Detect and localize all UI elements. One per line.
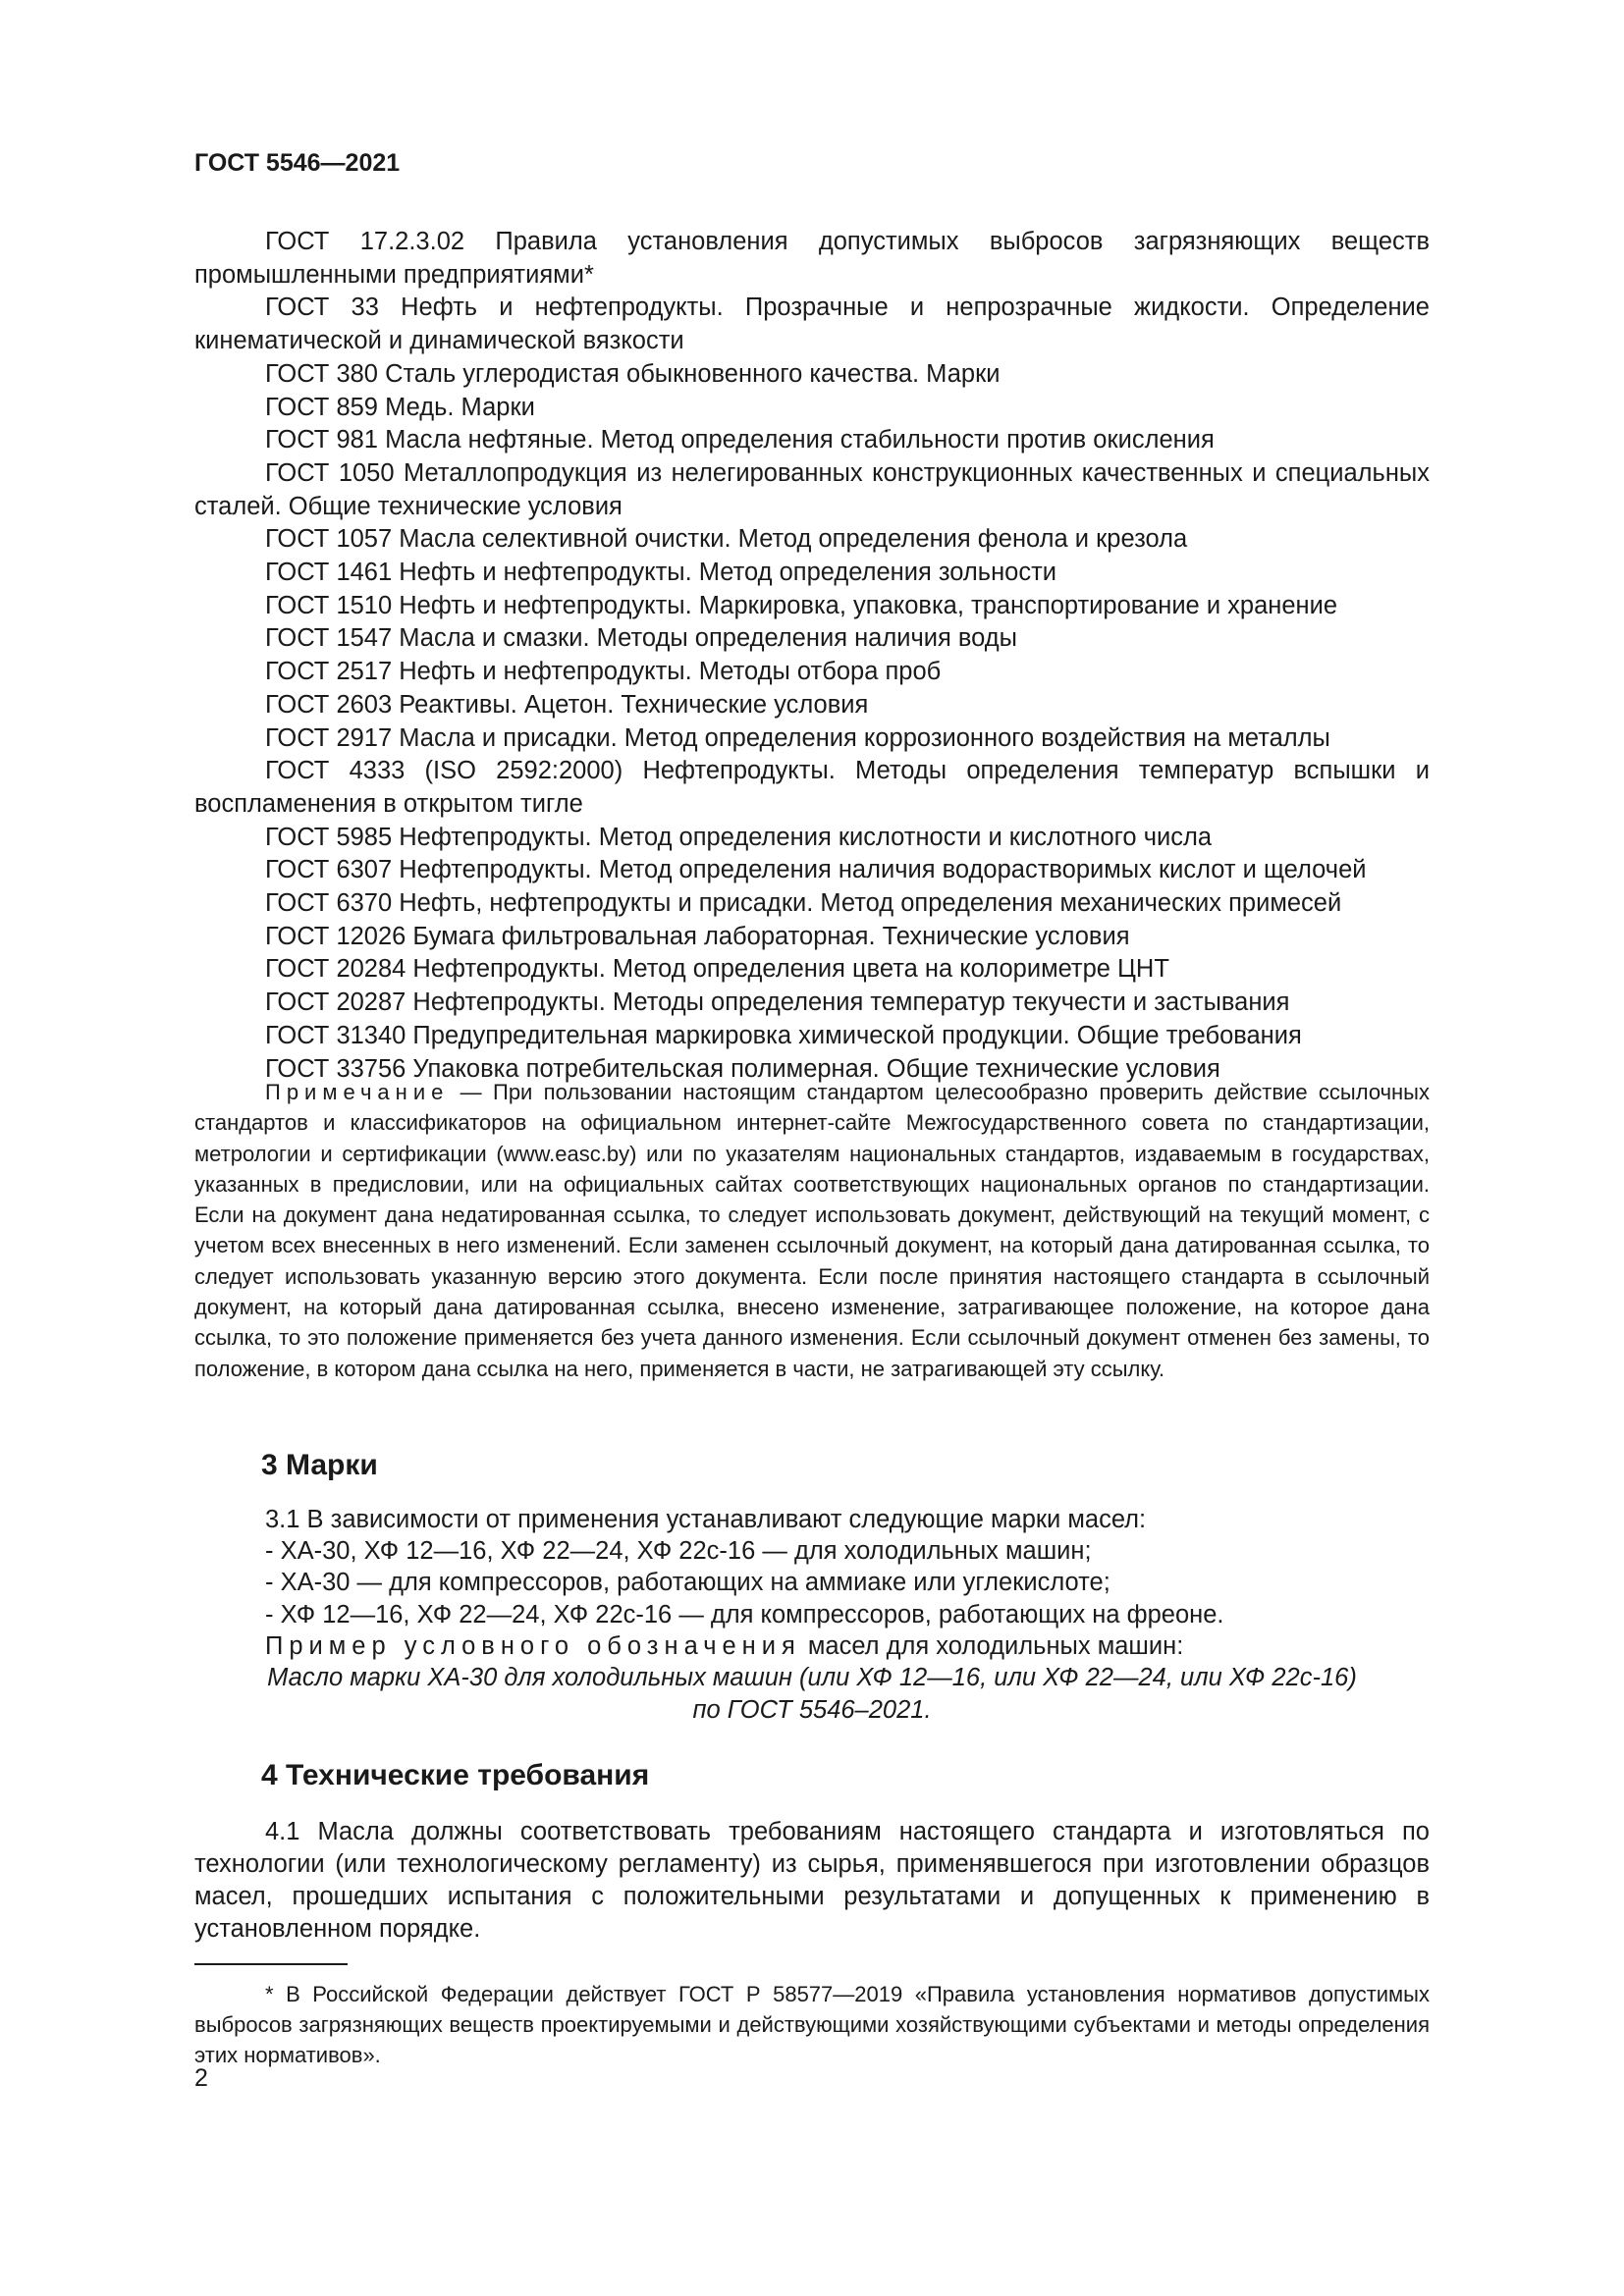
reference-item: ГОСТ 6307 Нефтепродукты. Метод определения наличия водорастворимых кислот и щелочей: [265, 856, 1367, 884]
reference-item: ГОСТ 4333 (ISO 2592:2000) Нефтепродукты. Методы определения температур вспышки и воспламенения в открытом тигле: [194, 757, 1430, 818]
section-3-line: - ХА-30 — для компрессоров, работающих на аммиаке или углекислоте;: [265, 1569, 1110, 1597]
reference-item: ГОСТ 33756 Упаковка потребительская полимерная. Общие технические условия: [265, 1054, 1220, 1083]
reference-item: ГОСТ 1050 Металлопродукция из нелегированных конструкционных качественных и специальных сталей. Общие технические условия: [194, 458, 1430, 520]
reference-item: ГОСТ 2917 Масла и присадки. Метод определения коррозионного воздействия на металлы: [265, 723, 1330, 752]
reference-item: ГОСТ 6370 Нефть, нефтепродукты и присадки. Метод определения механических примесей: [265, 889, 1342, 918]
reference-item: ГОСТ 5985 Нефтепродукты. Метод определения кислотности и кислотного числа: [265, 823, 1213, 851]
reference-item: ГОСТ 20287 Нефтепродукты. Методы определения температур текучести и застывания: [265, 988, 1290, 1017]
section-3-line: - ХФ 12—16, ХФ 22—24, ХФ 22с-16 — для компрессоров, работающих на фреоне.: [265, 1600, 1224, 1629]
reference-item: ГОСТ 2517 Нефть и нефтепродукты. Методы отбора проб: [265, 658, 942, 686]
example-label: Пример условного обозначения: [265, 1631, 801, 1660]
example-line: по ГОСТ 5546–2021.: [692, 1695, 932, 1724]
section-3-body: [194, 1504, 1430, 1662]
footnote: * В Российской Федерации действует ГОСТ Р 58577—2019 «Правила установления нормативов допустимых выбросов загрязняющих веществ проектируемыми и действующими хозяйствующими субъектами и методы определения этих нормативов».: [194, 1982, 1430, 2067]
reference-item: ГОСТ 1461 Нефть и нефтепродукты. Метод определения зольности: [265, 559, 1057, 587]
section-4-title: 4 Технические требования: [261, 1759, 650, 1791]
reference-item: ГОСТ 33 Нефть и нефтепродукты. Прозрачные и непрозрачные жидкости. Определение кинематической и динамической вязкости: [194, 294, 1430, 355]
reference-item: ГОСТ 2603 Реактивы. Ацетон. Технические условия: [265, 690, 869, 719]
section-3-line: 3.1 В зависимости от применения устанавливают следующие марки масел:: [265, 1506, 1147, 1533]
reference-item: ГОСТ 859 Медь. Марки: [265, 393, 535, 421]
example-designation: [194, 1662, 1430, 1726]
note-paragraph: [194, 1077, 1430, 1384]
reference-item: ГОСТ 1510 Нефть и нефтепродукты. Маркировка, упаковка, транспортирование и хранение: [265, 591, 1338, 619]
document-header: ГОСТ 5546—2021: [194, 149, 401, 177]
note-label: Примечание: [265, 1080, 450, 1104]
reference-item: ГОСТ 12026 Бумага фильтровальная лабораторная. Технические условия: [265, 922, 1130, 950]
reference-item: ГОСТ 981 Масла нефтяные. Метод определения стабильности против окисления: [265, 426, 1215, 454]
reference-item: ГОСТ 1547 Масла и смазки. Методы определения наличия воды: [265, 624, 1017, 653]
section-4-body: [194, 1816, 1430, 1946]
section-4-paragraph: 4.1 Масла должны соответствовать требованиям настоящего стандарта и изготовляться по технологии (или технологическому регламенту) из сырья, применявшегося при изготовлении образцов масел, прошедших испытания с положительными результатами и допущенных к применению в установленном порядке.: [194, 1818, 1430, 1943]
footnote-divider: [194, 1963, 348, 1965]
reference-item: ГОСТ 31340 Предупредительная маркировка химической продукции. Общие требования: [265, 1021, 1302, 1049]
normative-references-list: [194, 226, 1430, 1086]
reference-item: ГОСТ 20284 Нефтепродукты. Метод определения цвета на колориметре ЦНТ: [265, 955, 1169, 984]
reference-item: ГОСТ 380 Сталь углеродистая обыкновенного качества. Марки: [265, 359, 1001, 388]
example-intro: [194, 1630, 1430, 1662]
reference-item: ГОСТ 1057 Масла селективной очистки. Метод определения фенола и крезола: [265, 525, 1188, 554]
reference-item: ГОСТ 17.2.3.02 Правила установления допустимых выбросов загрязняющих веществ промышленными предприятиями*: [194, 228, 1430, 289]
example-tail: масел для холодильных машин:: [800, 1631, 1184, 1660]
section-3-line: - ХА-30, ХФ 12—16, ХФ 22—24, ХФ 22с-16 — для холодильных машин;: [265, 1537, 1092, 1566]
example-line: Масло марки ХА-30 для холодильных машин (или ХФ 12—16, или ХФ 22—24, или ХФ 22с-16): [267, 1664, 1357, 1691]
section-3-title: 3 Марки: [261, 1449, 378, 1481]
note-text: — При пользовании настоящим стандартом целесообразно проверить действие ссылочных стандартов и классификаторов на официальном интернет-сайте Межгосударственного совета по стандартизации, метрологии и сертификации (www.easc.by) или по указателям национальных стандартов, издаваемым в государствах, указанных в предисловии, или на официальных сайтах соответствующих национальных органов по стандартизации. Если на документ дана недатированная ссылка, то следует использовать документ, действующий на текущий момент, с учетом всех внесенных в него изменений. Если заменен ссылочный документ, на который дана датированная ссылка, то следует использовать указанную версию этого документа. Если после принятия настоящего стандарта в ссылочный документ, на который дана датированная ссылка, внесено изменение, затрагивающее положение, на которое дана ссылка, то это положение применяется без учета данного изменения. Если ссылочный документ отменен без замены, то положение, в котором дана ссылка на него, применяется в части, не затрагивающей эту ссылку.: [194, 1080, 1430, 1381]
page-number: 2: [194, 2064, 208, 2092]
